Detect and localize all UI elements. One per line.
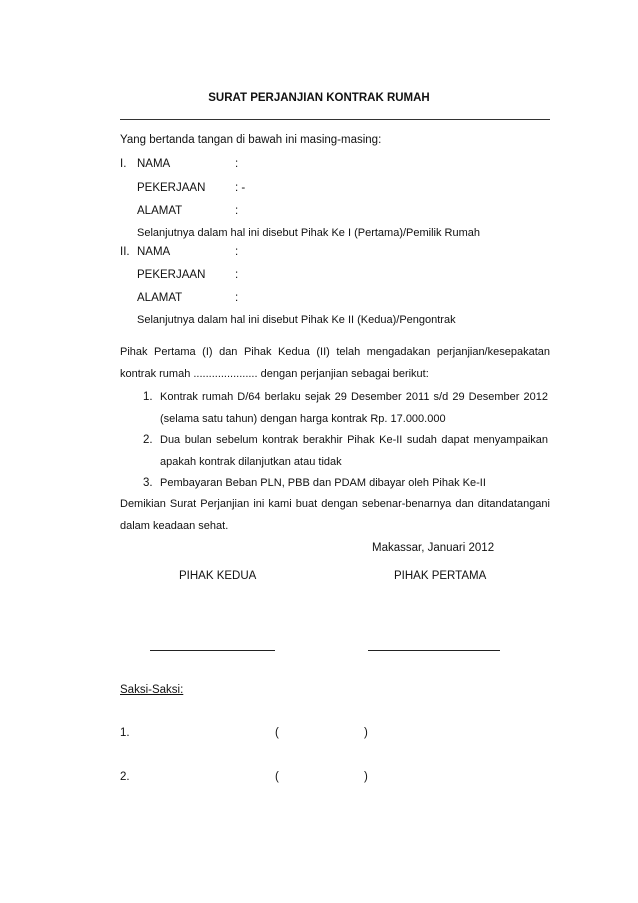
signer-left-label: PIHAK KEDUA — [179, 570, 257, 582]
party-1-numeral: I. — [120, 158, 127, 170]
signature-line-left — [150, 650, 275, 651]
party-1-job-value: : - — [235, 182, 246, 194]
party-2-job-value: : — [235, 269, 239, 281]
witness-1-number: 1. — [120, 727, 130, 739]
party-1-name-value: : — [235, 158, 239, 170]
closing-line-1: Demikian Surat Perjanjian ini kami buat dengan sebenar-benarnya dan ditandatangani — [120, 498, 550, 510]
closing-line-2: dalam keadaan sehat. — [120, 520, 229, 532]
agreement-line-2: kontrak rumah ..................... dengan perjanjian sebagai berikut: — [120, 368, 429, 380]
witness-1-open-paren: ( — [275, 727, 279, 739]
witness-heading: Saksi-Saksi: — [120, 684, 184, 696]
witness-2-open-paren: ( — [275, 771, 279, 783]
document-title: SURAT PERJANJIAN KONTRAK RUMAH — [208, 92, 430, 104]
agreement-line-1: Pihak Pertama (I) dan Pihak Kedua (II) telah mengadakan perjanjian/kesepakatan — [120, 346, 550, 358]
party-2-note: Selanjutnya dalam hal ini disebut Pihak Ke II (Kedua)/Pengontrak — [137, 314, 456, 326]
witness-2-close-paren: ) — [364, 771, 368, 783]
party-1-address-value: : — [235, 205, 239, 217]
term-2-number: 2. — [143, 434, 153, 446]
party-1-job-label: PEKERJAAN — [137, 182, 206, 194]
party-1-note: Selanjutnya dalam hal ini disebut Pihak Ke I (Pertama)/Pemilik Rumah — [137, 227, 480, 239]
signer-right-label: PIHAK PERTAMA — [394, 570, 487, 582]
party-2-job-label: PEKERJAAN — [137, 269, 206, 281]
party-1-name-label: NAMA — [137, 158, 171, 170]
title-divider — [120, 119, 550, 120]
party-2-name-label: NAMA — [137, 246, 171, 258]
signature-line-right — [368, 650, 500, 651]
term-3-line-1: Pembayaran Beban PLN, PBB dan PDAM dibayar oleh Pihak Ke-II — [160, 477, 486, 489]
party-1-address-label: ALAMAT — [137, 205, 183, 217]
party-2-address-label: ALAMAT — [137, 292, 183, 304]
term-1-line-1: Kontrak rumah D/64 berlaku sejak 29 Desember 2011 s/d 29 Desember 2012 — [160, 391, 548, 403]
term-2-line-2: apakah kontrak dilanjutkan atau tidak — [160, 456, 342, 468]
witness-1-close-paren: ) — [364, 727, 368, 739]
witness-2-number: 2. — [120, 771, 130, 783]
term-1-number: 1. — [143, 391, 153, 403]
party-2-name-value: : — [235, 246, 239, 258]
term-3-number: 3. — [143, 477, 153, 489]
term-2-line-1: Dua bulan sebelum kontrak berakhir Pihak Ke-II sudah dapat menyampaikan — [160, 434, 548, 446]
place-date: Makassar, Januari 2012 — [372, 542, 495, 554]
term-1-line-2: (selama satu tahun) dengan harga kontrak Rp. 17.000.000 — [160, 413, 446, 425]
party-2-address-value: : — [235, 292, 239, 304]
intro-text: Yang bertanda tangan di bawah ini masing-masing: — [120, 134, 382, 146]
party-2-numeral: II. — [120, 246, 130, 258]
